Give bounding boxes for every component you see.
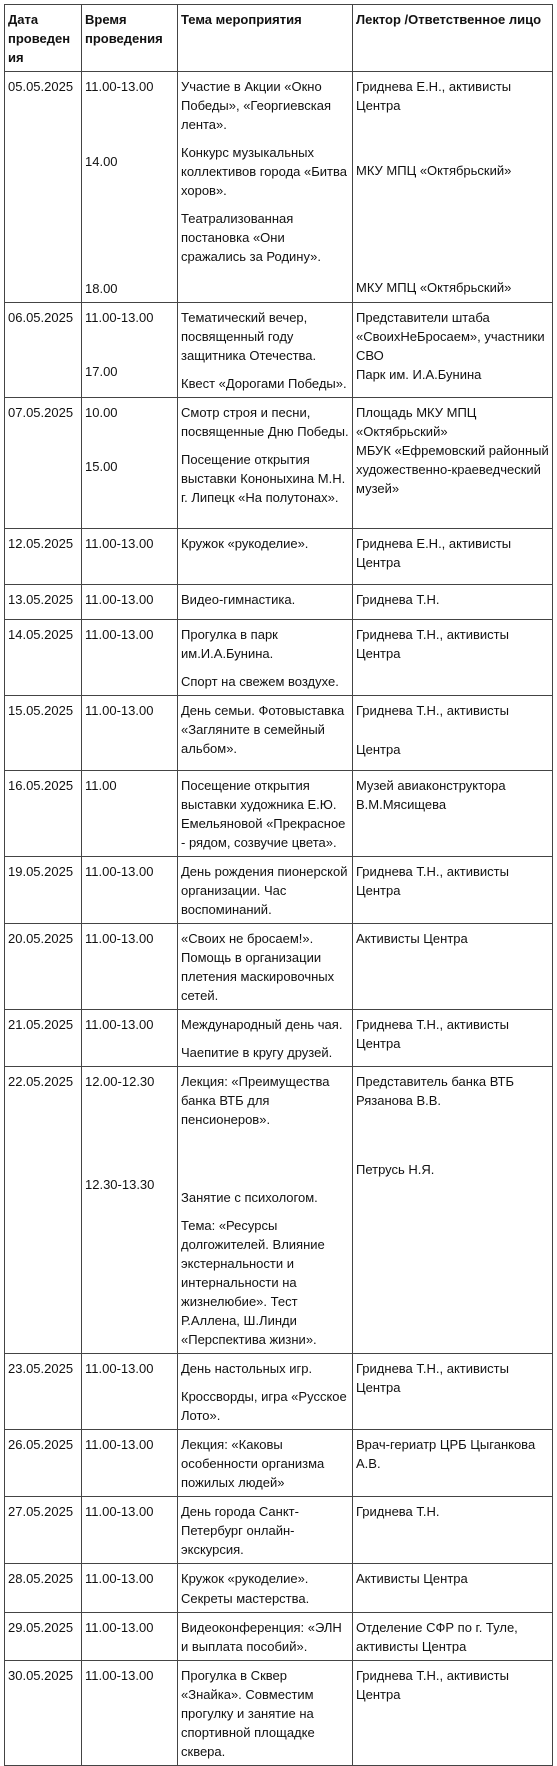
lector-cell: [353, 771, 553, 857]
table-row: [5, 696, 553, 771]
event-lector: Отделение СФР по г. Туле, активисты Центра: [356, 1620, 518, 1654]
event-time: 11.00-13.00: [85, 1571, 154, 1586]
event-topic: Секреты мастерства.: [181, 1591, 310, 1606]
lector-cell: [353, 1430, 553, 1497]
date-cell: [5, 1661, 82, 1766]
event-topic: Участие в Акции «Окно Победы», «Георгиевская лента».: [181, 79, 332, 132]
event-date: 22.05.2025: [8, 1074, 74, 1089]
event-lector: МКУ МПЦ «Октябрьский»: [356, 163, 512, 178]
date-cell: [5, 857, 82, 924]
event-lector: Гриднева Т.Н., активисты Центра: [356, 627, 509, 661]
date-cell: [5, 398, 82, 529]
schedule-body: [5, 72, 553, 1766]
event-topic: Смотр строя и песни, посвященные Дню Победы.: [181, 405, 349, 439]
topic-cell: [178, 585, 353, 620]
time-cell: [82, 771, 178, 857]
event-time: 14.00: [85, 154, 118, 169]
lector-cell: [353, 924, 553, 1010]
table-row: [5, 303, 553, 398]
event-topic: Конкурс музыкальных коллективов города «Битва хоров».: [181, 145, 347, 198]
event-topic: День настольных игр.: [181, 1361, 313, 1376]
event-topic: Спорт на свежем воздухе.: [181, 674, 339, 689]
time-cell: [82, 398, 178, 529]
event-lector: Врач-гериатр ЦРБ Цыганкова А.В.: [356, 1437, 536, 1471]
topic-cell: [178, 1497, 353, 1564]
event-lector: МБУК «Ефремовский районный художественно-краеведческий музей»: [356, 443, 549, 496]
event-lector: Представители штаба «СвоихНеБросаем», участники СВО: [356, 310, 545, 363]
table-row: [5, 1613, 553, 1661]
time-cell: [82, 1497, 178, 1564]
event-topic: Чаепитие в кругу друзей.: [181, 1045, 333, 1060]
event-time: 11.00-13.00: [85, 703, 154, 718]
event-topic: День семьи. Фотовыставка «Загляните в семейный альбом».: [181, 703, 345, 756]
time-cell: [82, 1564, 178, 1613]
header-date: Дата проведения: [5, 5, 82, 72]
event-topic: Квест «Дорогами Победы».: [181, 376, 347, 391]
event-time: 12.00-12.30: [85, 1074, 155, 1089]
event-date: 29.05.2025: [8, 1620, 74, 1635]
time-cell: [82, 857, 178, 924]
schedule-table: [4, 4, 553, 1766]
topic-cell: [178, 398, 353, 529]
event-time: 11.00-13.00: [85, 310, 154, 325]
event-topic: День города Санкт-Петербург онлайн- экскурсия.: [181, 1504, 299, 1557]
lector-cell: [353, 1354, 553, 1430]
topic-cell: [178, 1564, 353, 1613]
event-date: 06.05.2025: [8, 310, 74, 325]
table-row: [5, 1067, 553, 1354]
table-row: [5, 1430, 553, 1497]
date-cell: [5, 1067, 82, 1354]
date-cell: [5, 1430, 82, 1497]
topic-cell: [178, 72, 353, 303]
lector-cell: [353, 1497, 553, 1564]
event-time: 11.00-13.00: [85, 1668, 154, 1683]
table-row: [5, 857, 553, 924]
time-cell: [82, 585, 178, 620]
event-topic: Лекция: «Преимущества банка ВТБ для пенсионеров».: [181, 1074, 330, 1127]
time-cell: [82, 72, 178, 303]
event-time: 17.00: [85, 364, 118, 379]
time-cell: [82, 1613, 178, 1661]
event-time: 15.00: [85, 459, 118, 474]
event-time: 11.00-13.00: [85, 536, 154, 551]
event-lector: Гриднева Е.Н., активисты Центра: [356, 536, 512, 570]
time-cell: [82, 1430, 178, 1497]
lector-cell: [353, 1661, 553, 1766]
event-lector: Гриднева Т.Н., активисты: [356, 703, 509, 718]
event-lector: Центра: [356, 742, 401, 757]
date-cell: [5, 1010, 82, 1067]
table-row: [5, 529, 553, 585]
event-date: 05.05.2025: [8, 79, 74, 94]
topic-cell: [178, 303, 353, 398]
event-date: 26.05.2025: [8, 1437, 74, 1452]
table-row: [5, 620, 553, 696]
event-lector: Представитель банка ВТБ Рязанова В.В.: [356, 1074, 515, 1108]
lector-cell: [353, 620, 553, 696]
event-topic: Видеоконференция: «ЭЛН и выплата пособий».: [181, 1620, 342, 1654]
time-cell: [82, 1354, 178, 1430]
time-cell: [82, 529, 178, 585]
event-lector: Гриднева Т.Н.: [356, 592, 440, 607]
event-date: 19.05.2025: [8, 864, 74, 879]
time-cell: [82, 924, 178, 1010]
topic-cell: [178, 1354, 353, 1430]
lector-cell: [353, 1613, 553, 1661]
event-lector: Гриднева Т.Н., активисты Центра: [356, 864, 509, 898]
event-lector: Активисты Центра: [356, 1571, 468, 1586]
topic-cell: [178, 1067, 353, 1354]
date-cell: [5, 1613, 82, 1661]
event-time: 18.00: [85, 281, 118, 296]
event-time: 11.00-13.00: [85, 1361, 154, 1376]
topic-cell: [178, 1430, 353, 1497]
date-cell: [5, 72, 82, 303]
topic-cell: [178, 1661, 353, 1766]
event-lector: Петрусь Н.Я.: [356, 1162, 435, 1177]
event-topic: Тема: «Ресурсы долгожителей. Влияние экстернальности и интернальности на жизнелюбие». Тест Р.Аллена, Ш.Линди «Перспектива жизни».: [181, 1218, 325, 1347]
lector-cell: [353, 857, 553, 924]
event-topic: Видео-гимнастика.: [181, 592, 296, 607]
event-time: 11.00-13.00: [85, 79, 154, 94]
lector-cell: [353, 1010, 553, 1067]
event-time: 10.00: [85, 405, 118, 420]
event-date: 23.05.2025: [8, 1361, 74, 1376]
time-cell: [82, 1067, 178, 1354]
event-date: 13.05.2025: [8, 592, 74, 607]
event-lector: Парк им. И.А.Бунина: [356, 367, 482, 382]
topic-cell: [178, 620, 353, 696]
event-topic: Кружок «рукоделие».: [181, 1571, 309, 1586]
header-row: [5, 5, 553, 72]
event-time: 11.00-13.00: [85, 1620, 154, 1635]
table-row: [5, 585, 553, 620]
event-lector: Гриднева Т.Н., активисты Центра: [356, 1017, 509, 1051]
event-topic: Посещение открытия выставки художника Е.Ю. Емельяновой «Прекрасное - рядом, созвучие цвета».: [181, 778, 346, 850]
date-cell: [5, 1564, 82, 1613]
topic-cell: [178, 857, 353, 924]
lector-cell: [353, 72, 553, 303]
table-row: [5, 1010, 553, 1067]
time-cell: [82, 303, 178, 398]
lector-cell: [353, 1564, 553, 1613]
time-cell: [82, 1010, 178, 1067]
event-topic: Международный день чая.: [181, 1017, 343, 1032]
date-cell: [5, 696, 82, 771]
date-cell: [5, 303, 82, 398]
event-time: 11.00-13.00: [85, 592, 154, 607]
topic-cell: [178, 696, 353, 771]
table-row: [5, 1661, 553, 1766]
event-date: 16.05.2025: [8, 778, 74, 793]
event-topic: День рождения пионерской организации. Час воспоминаний.: [181, 864, 348, 917]
event-lector: МКУ МПЦ «Октябрьский»: [356, 280, 512, 295]
lector-cell: [353, 585, 553, 620]
event-topic: Кружок «рукоделие».: [181, 536, 309, 551]
event-topic: «Своих не бросаем!». Помощь в организации плетения маскировочных сетей.: [181, 931, 335, 1003]
table-row: [5, 1354, 553, 1430]
event-topic: Кроссворды, игра «Русское Лото».: [181, 1389, 347, 1423]
date-cell: [5, 529, 82, 585]
event-time: 11.00-13.00: [85, 1437, 154, 1452]
date-cell: [5, 585, 82, 620]
event-topic: Прогулка в Сквер «Знайка». Совместим прогулку и занятие на спортивной площадке сквера.: [181, 1668, 315, 1759]
time-cell: [82, 696, 178, 771]
lector-cell: [353, 529, 553, 585]
event-lector: Площадь МКУ МПЦ «Октябрьский»: [356, 405, 477, 439]
event-topic: Театрализованная постановка «Они сражались за Родину».: [181, 211, 321, 264]
time-cell: [82, 1661, 178, 1766]
event-time: 11.00-13.00: [85, 627, 154, 642]
event-date: 20.05.2025: [8, 931, 74, 946]
event-date: 14.05.2025: [8, 627, 74, 642]
table-row: [5, 398, 553, 529]
event-date: 30.05.2025: [8, 1668, 74, 1683]
event-topic: Прогулка в парк им.И.А.Бунина.: [181, 627, 278, 661]
header-lector: Лектор /Ответственное лицо: [353, 5, 553, 72]
event-time: 11.00-13.00: [85, 1017, 154, 1032]
lector-cell: [353, 696, 553, 771]
event-date: 12.05.2025: [8, 536, 74, 551]
time-cell: [82, 620, 178, 696]
event-lector: Активисты Центра: [356, 931, 468, 946]
topic-cell: [178, 529, 353, 585]
event-topic: Посещение открытия выставки Кононыхина М.Н. г. Липецк «На полутонах».: [181, 452, 346, 505]
table-row: [5, 72, 553, 303]
date-cell: [5, 620, 82, 696]
event-topic: Занятие с психологом.: [181, 1190, 318, 1205]
event-time: 11.00-13.00: [85, 1504, 154, 1519]
event-time: 12.30-13.30: [85, 1177, 155, 1192]
event-topic: Тематический вечер, посвященный году защитника Отечества.: [181, 310, 317, 363]
event-time: 11.00: [85, 778, 117, 793]
event-lector: Гриднева Е.Н., активисты Центра: [356, 79, 512, 113]
event-lector: Гриднева Т.Н., активисты Центра: [356, 1361, 509, 1395]
event-date: 15.05.2025: [8, 703, 74, 718]
topic-cell: [178, 771, 353, 857]
event-time: 11.00-13.00: [85, 864, 154, 879]
event-date: 27.05.2025: [8, 1504, 74, 1519]
date-cell: [5, 1497, 82, 1564]
event-time: 11.00-13.00: [85, 931, 154, 946]
event-lector: Гриднева Т.Н., активисты Центра: [356, 1668, 509, 1702]
date-cell: [5, 771, 82, 857]
header-topic: Тема мероприятия: [178, 5, 353, 72]
event-date: 21.05.2025: [8, 1017, 74, 1032]
table-row: [5, 1564, 553, 1613]
table-row: [5, 1497, 553, 1564]
lector-cell: [353, 303, 553, 398]
date-cell: [5, 924, 82, 1010]
date-cell: [5, 1354, 82, 1430]
lector-cell: [353, 398, 553, 529]
event-lector: Гриднева Т.Н.: [356, 1504, 440, 1519]
header-time: Время проведения: [82, 5, 178, 72]
topic-cell: [178, 924, 353, 1010]
topic-cell: [178, 1613, 353, 1661]
event-date: 28.05.2025: [8, 1571, 74, 1586]
topic-cell: [178, 1010, 353, 1067]
event-date: 07.05.2025: [8, 405, 74, 420]
event-topic: Лекция: «Каковы особенности организма пожилых людей»: [181, 1437, 325, 1490]
table-row: [5, 924, 553, 1010]
event-lector: Музей авиаконструктора В.М.Мясищева: [356, 778, 506, 812]
lector-cell: [353, 1067, 553, 1354]
table-row: [5, 771, 553, 857]
